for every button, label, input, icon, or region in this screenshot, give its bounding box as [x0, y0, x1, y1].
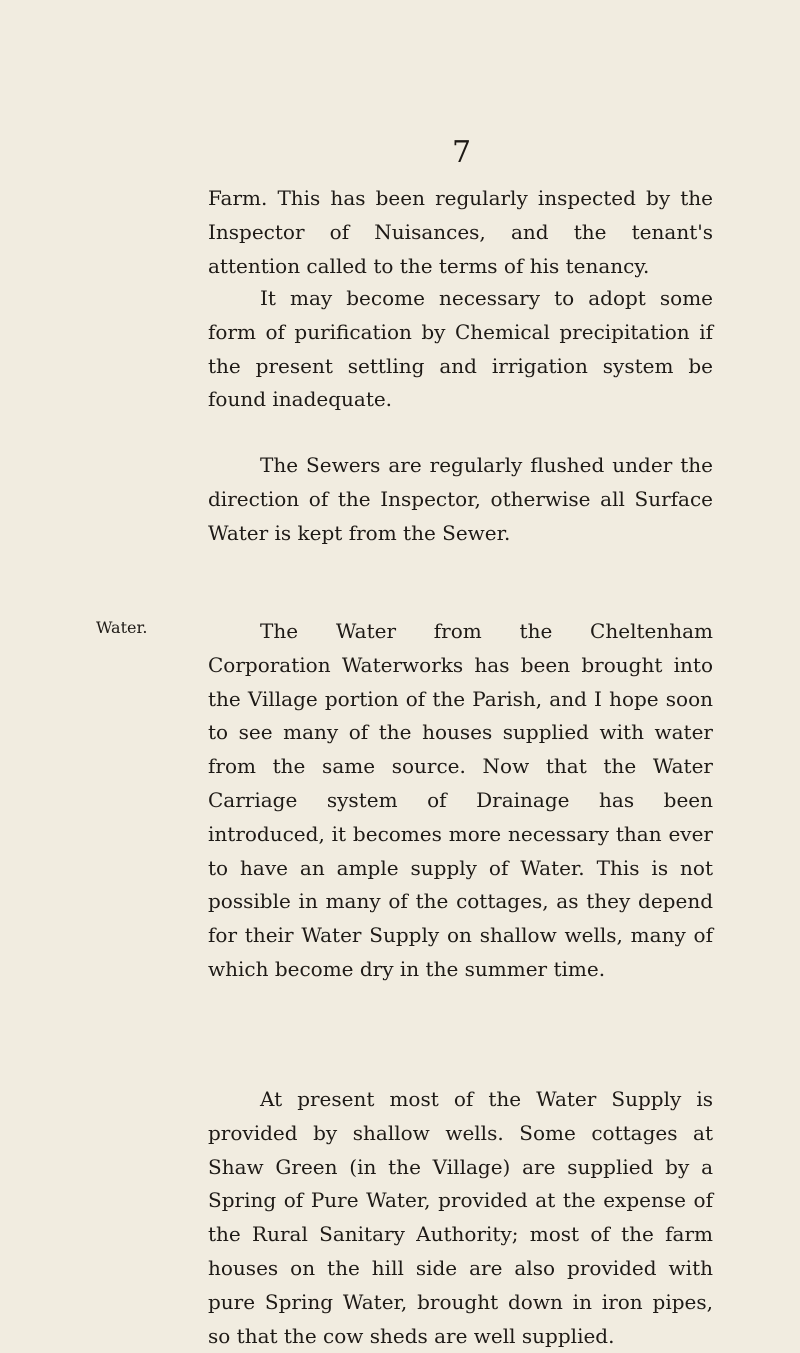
paragraph-waterworks: The Water from the Cheltenham Corporation Waterworks has been brought into the Village portion of the Parish, and I hope soon to see many of the houses supplied with water from the same source. Now that the Water Carriage system of Drainage has been introduced, it becomes more necessary than ever to have an ample supply of Water. This is not possible in many of the cottages, as they depend for their Water Supply on shallow wells, many of which become dry in the summer time.: [208, 619, 713, 981]
page-number: 7: [452, 135, 472, 170]
margin-note-water: Water.: [96, 618, 148, 637]
paragraph-farm-inspection: Farm. This has been regularly inspected by the Inspector of Nuisances, and the tenant's attention called to the terms of his tenancy.: [208, 186, 713, 278]
paragraph-water-supply: At present most of the Water Supply is provided by shallow wells. Some cottages at Shaw Green (in the Village) are supplied by a Spring of Pure Water, provided at the expense of the Rural Sanitary Authority; most of the farm houses on the hill side are also provided with pure Spring Water, brought down in iron pipes, so that the cow sheds are well supplied.: [208, 1087, 713, 1348]
paragraph-sewers: The Sewers are regularly flushed under the direction of the Inspector, otherwise all Surface Water is kept from the Sewer.: [208, 453, 713, 545]
paragraph-purification: It may become necessary to adopt some form of purification by Chemical precipitation if the present settling and irrigation system be found inadequate.: [208, 286, 713, 412]
